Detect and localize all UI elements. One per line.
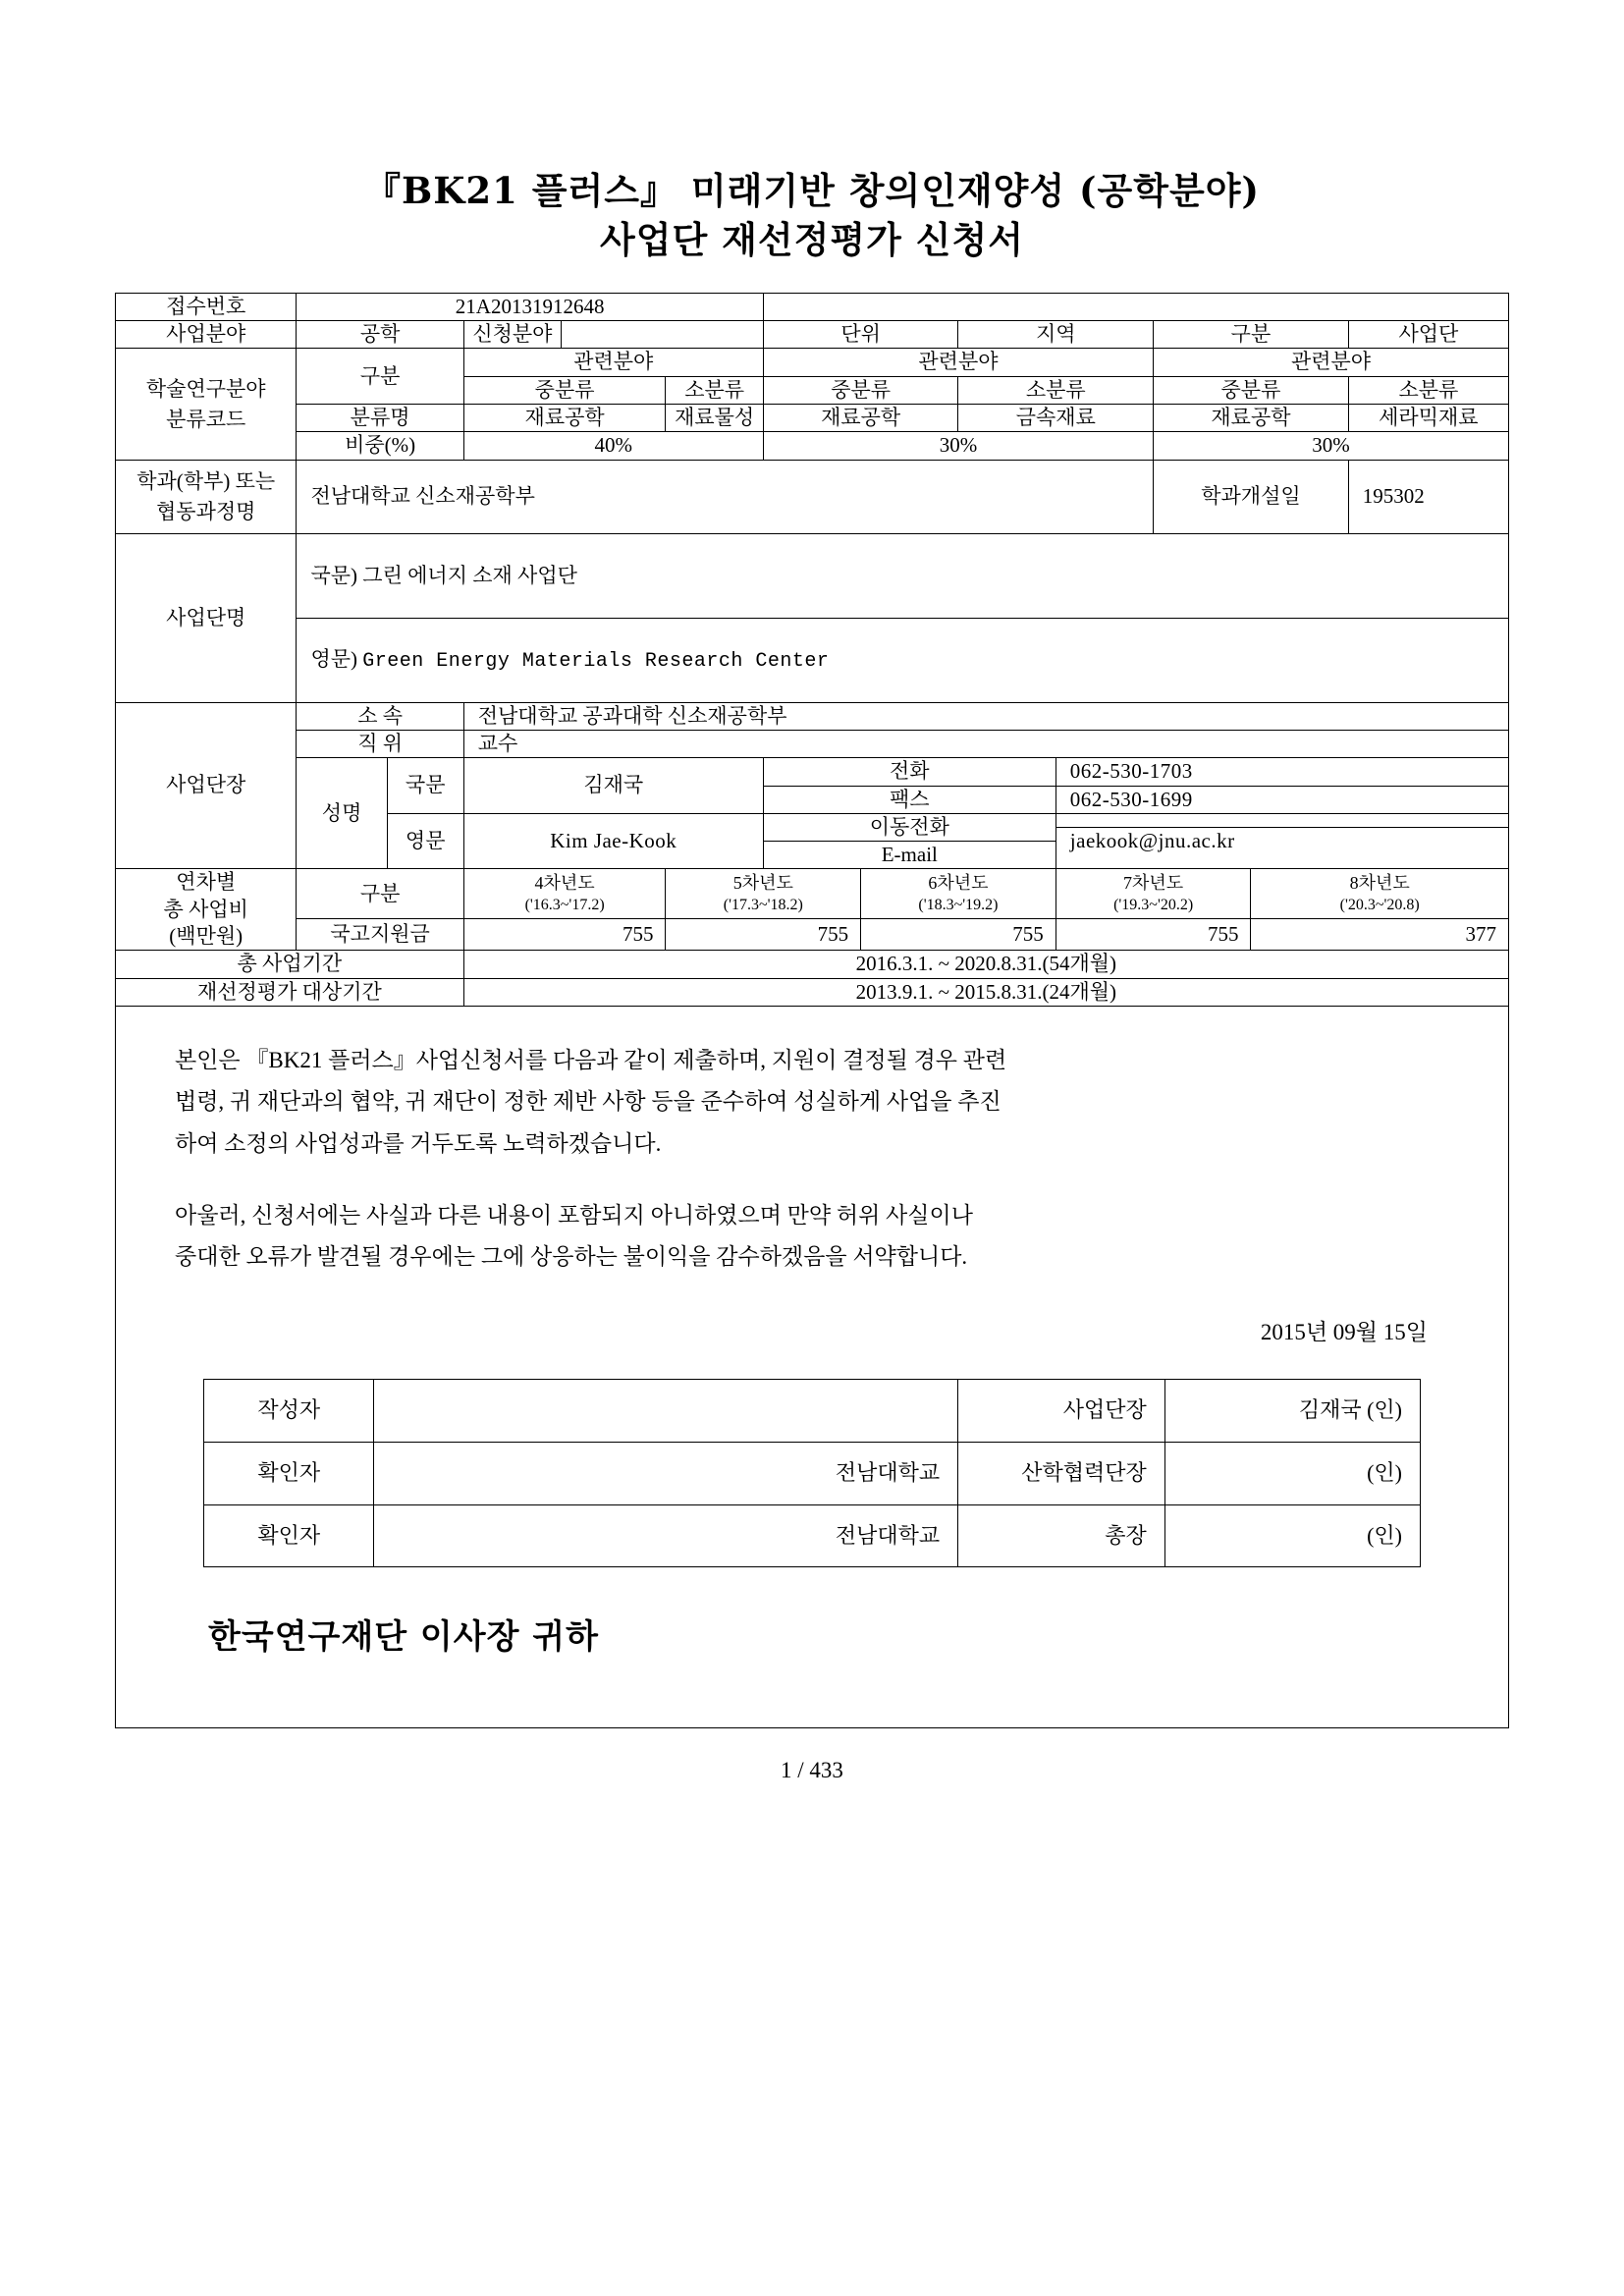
- classification-group-2-mid-value[interactable]: 재료공학: [763, 405, 958, 432]
- classification-group-3-mid-label: 중분류: [1154, 376, 1349, 404]
- budget-label-line3: (백만원): [169, 924, 244, 949]
- group-name-english-row: [116, 618, 1509, 702]
- declaration-p2-line1: 아울러, 신청서에는 사실과 다른 내용이 포함되지 아니하였으며 만약 허위 사실이나: [175, 1202, 973, 1228]
- budget-year-4: [1056, 869, 1251, 919]
- director-affiliation-label: 소 속: [297, 702, 463, 730]
- unit-label: 단위: [763, 321, 958, 349]
- group-label: 사업단: [1348, 321, 1508, 349]
- signature-row: [204, 1442, 1421, 1504]
- budget-label-line1: 연차별: [176, 870, 237, 895]
- budget-label: [116, 869, 297, 951]
- declaration-date: 2015년 09월 15일: [1260, 1319, 1428, 1344]
- signature-name-1[interactable]: 김재국 (인): [1164, 1380, 1420, 1443]
- budget-amount-4[interactable]: 755: [1056, 919, 1251, 951]
- director-email-label: E-mail: [764, 842, 1056, 869]
- declaration-p1-line1: 본인은 『BK21 플러스』사업신청서를 다음과 같이 제출하며, 지원이 결정될 경우 관련: [175, 1047, 1007, 1072]
- classification-group-1-mid-value[interactable]: 재료공학: [463, 405, 666, 432]
- field-label: 사업분야: [116, 321, 297, 349]
- director-name-ko-value[interactable]: 김재국: [463, 758, 763, 814]
- eval-period-value[interactable]: 2013.9.1. ~ 2015.8.31.(24개월): [463, 978, 1508, 1006]
- budget-division-label: 구분: [297, 869, 463, 919]
- department-open-date-value[interactable]: 195302: [1348, 460, 1508, 533]
- director-label: 사업단장: [116, 702, 297, 869]
- application-form: [115, 293, 1509, 1728]
- receipt-row: [116, 293, 1509, 320]
- declaration-p2-line2: 중대한 오류가 발견될 경우에는 그에 상응하는 불이익을 감수하겠음을 서약합니다.: [175, 1244, 968, 1270]
- director-position-row: [116, 730, 1509, 757]
- signature-name-3[interactable]: (인): [1164, 1504, 1420, 1567]
- budget-year-5-period: ('20.3~'20.8): [1339, 896, 1420, 913]
- form-table: [115, 293, 1509, 1007]
- apply-field-label: 신청분야: [463, 321, 561, 349]
- total-period-row: [116, 951, 1509, 978]
- receipt-value[interactable]: 21A20131912648: [297, 293, 763, 320]
- classification-group-3-sub-label: 소분류: [1348, 376, 1508, 404]
- director-fax-value[interactable]: 062-530-1699: [1056, 786, 1508, 813]
- classification-group-2-header: 관련분야: [763, 349, 1153, 376]
- director-contact-values-1: [1056, 758, 1508, 813]
- director-contact-left-2: [763, 813, 1056, 869]
- director-position-label: 직 위: [297, 730, 463, 757]
- classification-label: [116, 349, 297, 460]
- classification-group-3-ratio[interactable]: 30%: [1154, 432, 1509, 460]
- classification-group-2-mid-label: 중분류: [763, 376, 958, 404]
- classification-group-1-sub-value[interactable]: 재료물성: [666, 405, 763, 432]
- region-label: 지역: [958, 321, 1154, 349]
- classification-group-2-sub-label: 소분류: [958, 376, 1154, 404]
- budget-amount-1[interactable]: 755: [463, 919, 666, 951]
- signature-org-3: 전남대학교: [374, 1504, 958, 1567]
- declaration-gap: [175, 1166, 1449, 1195]
- budget-header-row: [116, 869, 1509, 919]
- receipt-label: 접수번호: [116, 293, 297, 320]
- signature-org-1: [374, 1380, 958, 1443]
- title-line-2: 사업단 재선정평가 신청서: [600, 217, 1024, 261]
- classification-group-2-ratio[interactable]: 30%: [763, 432, 1153, 460]
- director-name-ko-label: 국문: [387, 758, 463, 814]
- declaration-p1-line2: 법령, 귀 재단과의 협약, 귀 재단이 정한 제반 사항 등을 준수하여 성실하게 사업을 추진: [175, 1089, 1001, 1115]
- budget-year-3-period: ('18.3~'19.2): [918, 896, 999, 913]
- signature-role-2: 확인자: [204, 1442, 374, 1504]
- addressee: 한국연구재단 이사장 귀하: [208, 1617, 599, 1658]
- director-affiliation-row: [116, 702, 1509, 730]
- group-name-korean-label: 국문): [310, 563, 358, 587]
- classification-group-1-header: 관련분야: [463, 349, 763, 376]
- classification-group-1-ratio[interactable]: 40%: [463, 432, 763, 460]
- director-contact-right-1: [1056, 758, 1508, 814]
- budget-amount-5[interactable]: 377: [1251, 919, 1509, 951]
- signature-row: [204, 1504, 1421, 1567]
- budget-year-3-name: 6차년도: [928, 873, 989, 894]
- budget-year-1-name: 4차년도: [534, 873, 595, 894]
- department-row: [116, 460, 1509, 533]
- classification-label-line2: 분류코드: [166, 407, 246, 431]
- apply-field-value[interactable]: [562, 321, 764, 349]
- budget-year-2-name: 5차년도: [732, 873, 793, 894]
- director-email-value[interactable]: jaekook@jnu.ac.kr: [1056, 828, 1508, 855]
- eval-period-label: 재선정평가 대상기간: [116, 978, 464, 1006]
- field-value[interactable]: 공학: [297, 321, 463, 349]
- director-contact-labels-2: [764, 814, 1056, 869]
- signature-name-2[interactable]: (인): [1164, 1442, 1420, 1504]
- declaration-paragraph-1: [175, 1040, 1449, 1166]
- signature-row: [204, 1380, 1421, 1443]
- director-mobile-label: 이동전화: [764, 814, 1056, 842]
- budget-year-1: [463, 869, 666, 919]
- director-name-en-label: 영문: [387, 813, 463, 869]
- classification-name-row: [116, 405, 1509, 432]
- budget-year-4-period: ('19.3~'20.2): [1113, 896, 1194, 913]
- director-name-ko-row: [116, 758, 1509, 814]
- director-affiliation-value[interactable]: 전남대학교 공과대학 신소재공학부: [463, 702, 1508, 730]
- budget-year-5: [1251, 869, 1509, 919]
- classification-group-2-sub-value[interactable]: 금속재료: [958, 405, 1154, 432]
- department-value[interactable]: 전남대학교 신소재공학부: [297, 460, 1154, 533]
- classification-division-label: 구분: [297, 349, 463, 405]
- budget-label-line2: 총 사업비: [163, 897, 248, 921]
- classification-group-3-mid-value[interactable]: 재료공학: [1154, 405, 1349, 432]
- director-contact-left-1: [763, 758, 1056, 814]
- group-name-english[interactable]: [297, 618, 1508, 702]
- budget-funding-label: 국고지원금: [297, 919, 463, 951]
- classification-group-3-header: 관련분야: [1154, 349, 1509, 376]
- classification-ratio-label: 비중(%): [297, 432, 463, 460]
- classification-header-row: [116, 349, 1509, 376]
- group-name-korean-value: 그린 에너지 소재 사업단: [362, 563, 577, 587]
- group-name-korean[interactable]: [297, 533, 1508, 618]
- total-period-label: 총 사업기간: [116, 951, 464, 978]
- classification-group-1-sub-label: 소분류: [666, 376, 763, 404]
- department-label-line1: 학과(학부) 또는: [136, 469, 276, 494]
- department-label-line2: 협동과정명: [156, 499, 256, 523]
- receipt-spacer: [763, 293, 1508, 320]
- declaration-block: [115, 1007, 1509, 1728]
- total-period-value[interactable]: 2016.3.1. ~ 2020.8.31.(54개월): [463, 951, 1508, 978]
- signature-role-1: 작성자: [204, 1380, 374, 1443]
- classification-name-label: 분류명: [297, 405, 463, 432]
- classification-ratio-row: [116, 432, 1509, 460]
- field-row: [116, 321, 1509, 349]
- budget-year-5-name: 8차년도: [1349, 873, 1410, 894]
- signature-org-2: 전남대학교: [374, 1442, 958, 1504]
- budget-year-4-name: 7차년도: [1123, 873, 1184, 894]
- budget-amount-3[interactable]: 755: [861, 919, 1056, 951]
- director-fax-label: 팩스: [764, 786, 1056, 813]
- group-name-english-value: Green Energy Materials Research Center: [362, 649, 830, 673]
- declaration-p1-line3: 하여 소정의 사업성과를 거두도록 노력하겠습니다.: [175, 1131, 662, 1157]
- director-contact-values-2: [1056, 827, 1508, 854]
- signature-table: [203, 1379, 1421, 1567]
- budget-funding-row: [116, 919, 1509, 951]
- title-line-1: 『BK21 플러스』 미래기반 창의인재양성 (공학분야): [363, 169, 1261, 212]
- budget-year-1-period: ('16.3~'17.2): [524, 896, 605, 913]
- signature-title-1: 사업단장: [958, 1380, 1165, 1443]
- page-number: 1 / 433: [781, 1758, 843, 1783]
- director-contact-right-2: [1056, 813, 1508, 869]
- page-title: [0, 0, 1624, 265]
- budget-year-2: [666, 869, 861, 919]
- director-phone-label: 전화: [764, 758, 1056, 786]
- director-name-label: 성명: [297, 758, 387, 869]
- signature-title-3: 총장: [958, 1504, 1165, 1567]
- division-label: 구분: [1154, 321, 1349, 349]
- department-open-date-label: 학과개설일: [1154, 460, 1349, 533]
- group-name-english-label: 영문): [310, 646, 358, 671]
- group-name-label: 사업단명: [116, 533, 297, 702]
- eval-period-row: [116, 978, 1509, 1006]
- signature-role-3: 확인자: [204, 1504, 374, 1567]
- director-name-en-value[interactable]: Kim Jae-Kook: [463, 813, 763, 869]
- director-contact-labels-1: [764, 758, 1056, 813]
- classification-label-line1: 학술연구분야: [145, 377, 266, 402]
- classification-group-3-sub-value[interactable]: 세라믹재료: [1348, 405, 1508, 432]
- director-phone-value[interactable]: 062-530-1703: [1056, 758, 1508, 786]
- group-name-korean-row: [116, 533, 1509, 618]
- declaration-paragraph-2: [175, 1195, 1449, 1279]
- budget-amount-2[interactable]: 755: [666, 919, 861, 951]
- budget-year-3: [861, 869, 1056, 919]
- director-position-value[interactable]: 교수: [463, 730, 1508, 757]
- signature-title-2: 산학협력단장: [958, 1442, 1165, 1504]
- department-label: [116, 460, 297, 533]
- budget-year-2-period: ('17.3~'18.2): [723, 896, 803, 913]
- classification-group-1-mid-label: 중분류: [463, 376, 666, 404]
